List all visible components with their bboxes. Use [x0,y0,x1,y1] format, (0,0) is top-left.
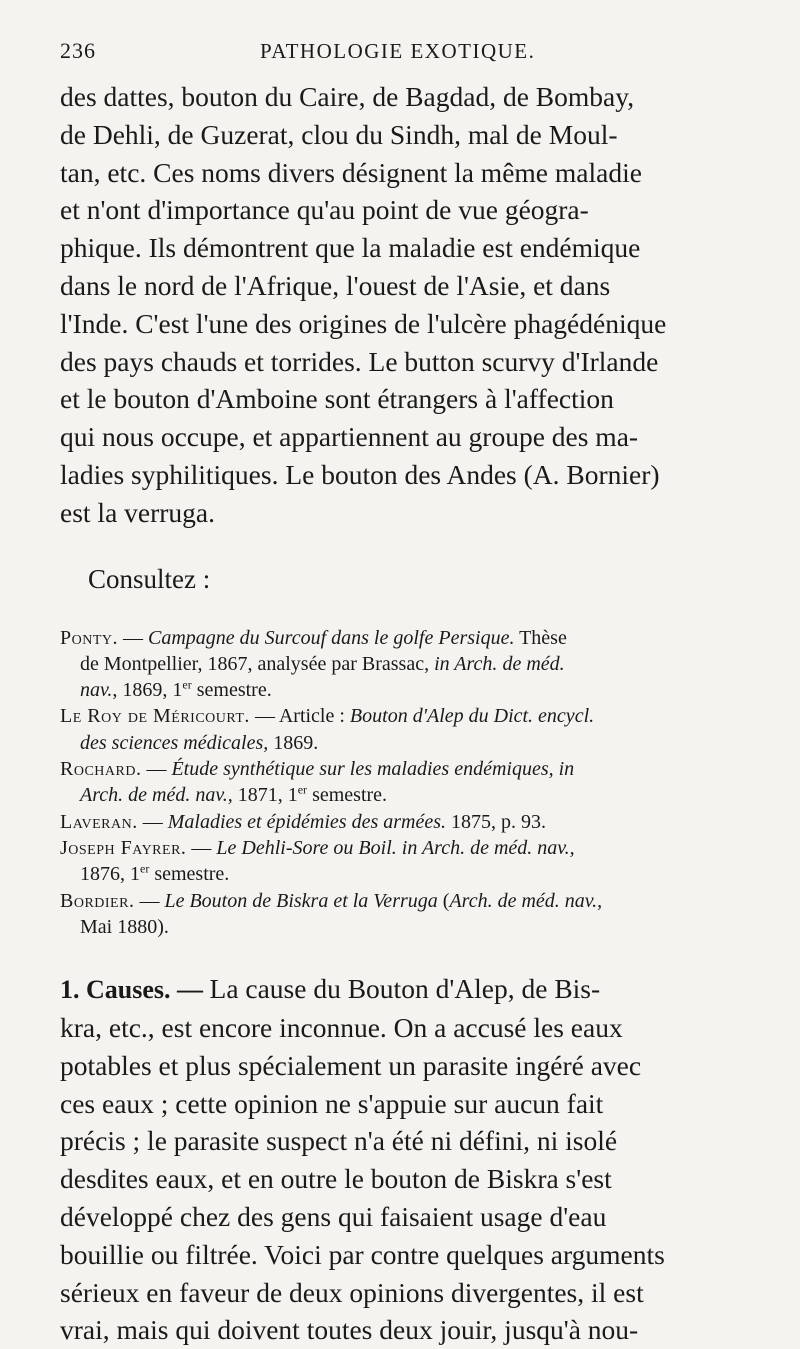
reference-ponty [60,625,764,704]
ref-author: Ponty. [60,626,119,649]
ref-source: de méd. [502,652,565,675]
ref-text: semestre. [191,679,272,702]
ref-title: des sciences médicales, [80,731,269,754]
ref-title: Le Dehli-Sore ou Boil. in Arch. de méd. nav., [216,836,575,859]
ref-text: 1869. [268,731,319,754]
section-causes [60,970,764,1349]
ref-source: Arch. de méd. nav., [80,784,233,807]
ref-text: 1875, p. 93. [446,810,547,833]
reference-laveran [60,809,764,835]
ref-text: 1871, 1 [232,784,298,807]
ref-title: Bouton d'Alep du Dict. encycl. [349,705,595,728]
text-line: et n'ont d'importance qu'au point de vue géogra- [60,194,589,226]
text-line: phique. Ils démontrent que la maladie est endémique [60,232,641,264]
text-line: de Dehli, de Guzerat, clou du Sindh, mal de Moul- [60,118,618,150]
text-line: potables et plus spécialement un parasite ingéré avec [60,1049,642,1081]
ref-text: Mai 1880). [80,915,169,938]
text-line: précis ; le parasite suspect n'a été ni défini, ni isolé [60,1125,618,1157]
reference-list [60,625,764,941]
ref-source: Arch. de méd. nav., [449,889,603,912]
text-line: et le bouton d'Amboine sont étrangers à l'affection [60,383,614,415]
text-line: kra, etc., est encore inconnue. On a accusé les eaux [60,1011,623,1043]
text-line: tan, etc. Ces noms divers désignent la même maladie [60,156,642,188]
text-line [60,970,764,1009]
ref-superscript: er [182,677,192,692]
reference-rochard [60,756,764,809]
ref-text: ( [437,889,450,912]
text-line: l'Inde. C'est l'une des origines de l'ulcère phagédénique [60,307,667,339]
ref-text: 1876, 1 [80,863,140,886]
text-line: ladies syphilitiques. Le bouton des Andes (A. Bornier) [60,458,660,490]
page-header [60,38,764,78]
text-line: desdites eaux, et en outre le bouton de Biskra s'est [60,1163,612,1195]
ref-superscript: er [140,861,150,876]
section-title: 1. Causes. [60,975,171,1005]
ref-title: Campagne du Surcouf dans le golfe Persique. [148,626,515,649]
ref-text: semestre. [149,863,230,886]
ref-separator: — [141,758,172,781]
ref-author: Rochard. [60,758,142,781]
ref-text: — Article : [249,705,350,728]
reference-fayrer [60,835,764,888]
text-line: des dattes, bouton du Caire, de Bagdad, de Bombay, [60,81,635,112]
ref-author: Joseph Fayrer. [60,836,187,859]
text-line: développé chez des gens qui faisaient usage d'eau [60,1200,607,1232]
text-line: qui nous occupe, et appartiennent au groupe des ma- [60,421,639,453]
ref-separator: — [134,889,165,912]
ref-source: in Arch. [434,652,498,675]
ref-title: Le Bouton de Biskra et la Verruga [164,889,438,912]
ref-title: Étude synthétique sur les maladies endémiques, in [171,758,575,781]
ref-author: Laveran. [60,810,138,833]
paragraph-intro [60,78,764,532]
text-line: des pays chauds et torrides. Le button scurvy d'Irlande [60,345,659,377]
consult-heading: Consultez : [88,563,211,594]
section-dash: — [170,975,210,1005]
ref-source: nav. [80,679,113,702]
ref-author: Bordier. [60,889,135,912]
reference-le-roy [60,703,764,756]
text-line: ces eaux ; cette opinion ne s'appuie sur aucun fait [60,1087,604,1119]
ref-title: Maladies et épidémies des armées. [167,810,447,833]
ref-separator: — [186,836,217,859]
ref-text: , 1869, 1 [112,679,183,702]
ref-text: semestre. [307,784,388,807]
page-number: 236 [60,38,96,63]
text-line: sérieux en faveur de deux opinions divergentes, il est [60,1276,644,1308]
ref-text: Thèse [514,626,567,649]
ref-superscript: er [297,782,308,797]
text-line: dans le nord de l'Afrique, l'ouest de l'Asie, et dans [60,269,611,301]
ref-separator: — [137,810,168,833]
section-text: La cause du Bouton d'Alep, de Bis- [209,973,601,1005]
ref-separator: — [118,626,149,649]
text-line: bouillie ou filtrée. Voici par contre quelques arguments [60,1238,665,1270]
text-line: est la verruga. [60,496,215,528]
running-title: PATHOLOGIE EXOTIQUE. [260,39,536,63]
text-line: vrai, mais qui doivent toutes deux jouir, jusqu'à nou- [60,1314,639,1346]
ref-text: de Montpellier, 1867, analysée par Brassac, [80,652,435,675]
reference-bordier [60,888,764,941]
ref-author: Le Roy de Méricourt. [60,705,250,728]
